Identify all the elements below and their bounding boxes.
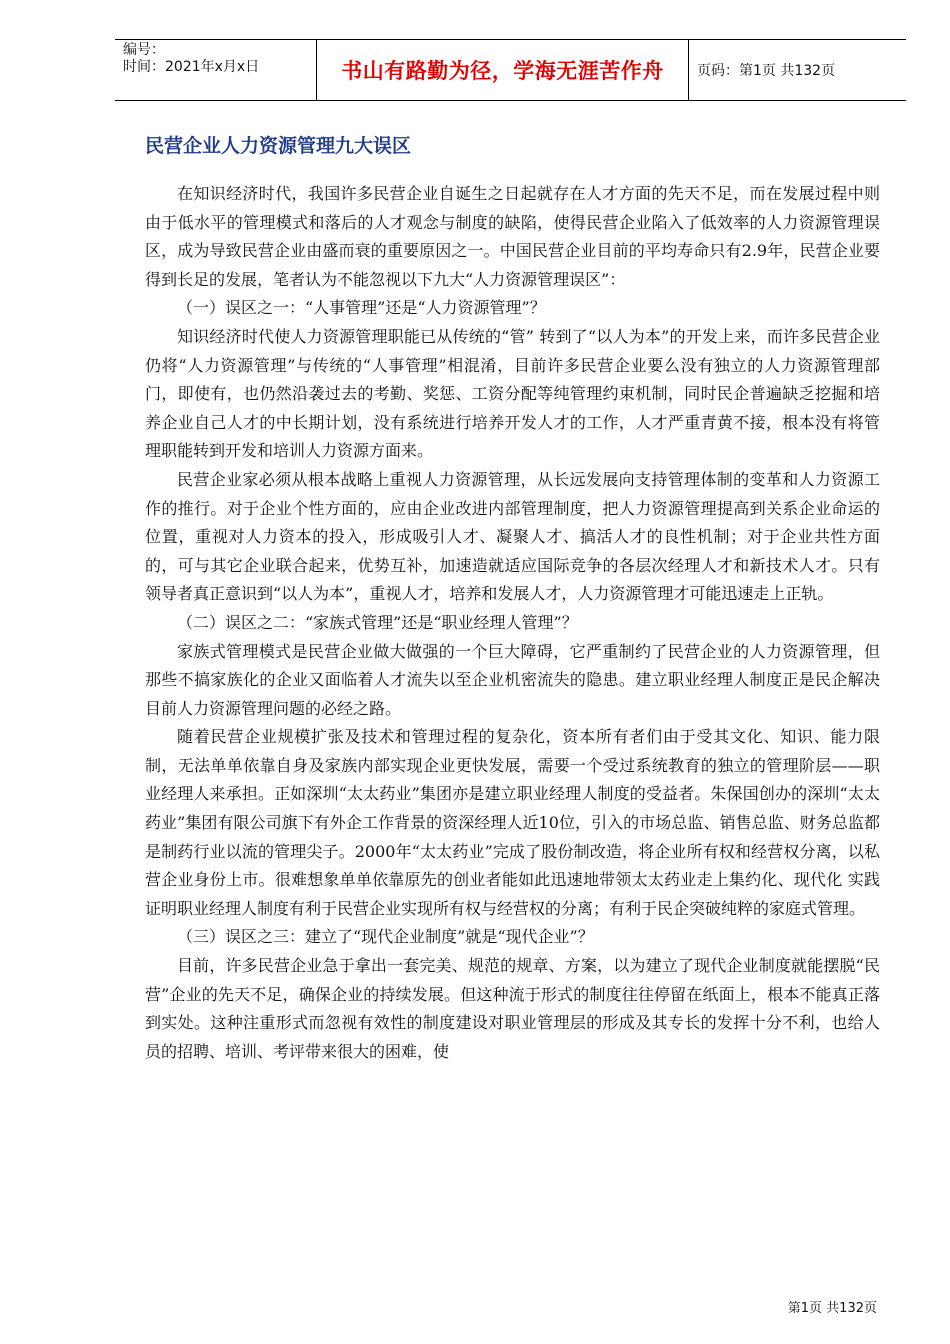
document-body <box>145 180 880 1066</box>
paragraph: 在知识经济时代，我国许多民营企业自诞生之日起就存在人才方面的先天不足，而在发展过程中则由于低水平的管理模式和落后的人才观念与制度的缺陷，使得民营企业陷入了低效率的人力资源管理误区，成为导致民营企业由盛而衰的重要原因之一。中国民营企业目前的平均寿命只有2.9年，民营企业要得到长足的发展，笔者认为不能忽视以下九大“人力资源管理误区”： <box>145 184 880 289</box>
header-table <box>115 39 906 101</box>
page-footer: 第1页 共132页 <box>787 1301 877 1316</box>
paragraph: 知识经济时代使人力资源管理职能已从传统的“管” 转到了“以人为本”的开发上来，而许多民营企业仍将“人力资源管理”与传统的“人事管理”相混淆，目前许多民营企业要么没有独立的人力资源管理部门，即使有，也仍然沿袭过去的考勤、奖惩、工资分配等纯管理约束机制，同时民企普遍缺乏挖掘和培养企业自己人才的中长期计划，没有系统进行培养开发人才的工作，人才严重青黄不接，根本没有将管理职能转到开发和培训人力资源方面来。 <box>145 326 880 461</box>
section-heading: （三）误区之三：建立了“现代企业制度”就是“现代企业”？ <box>177 927 594 947</box>
motto: 书山有路勤为径，学海无涯苦作舟 <box>317 40 689 100</box>
number-label: 编号： <box>123 42 165 58</box>
section-heading: （二）误区之二：“家族式管理”还是“职业经理人管理”？ <box>177 612 578 632</box>
header-info-cell <box>115 40 317 100</box>
header-page-label: 页码：第1页 共132页 <box>697 63 836 79</box>
paragraph: 民营企业家必须从根本战略上重视人力资源管理，从长远发展向支持管理体制的变革和人力资源工作的推行。对于企业个性方面的，应由企业改进内部管理制度，把人力资源管理提高到关系企业命运的位置，重视对人力资本的投入，形成吸引人才、凝聚人才、搞活人才的良性机制；对于企业共性方面的，可与其它企业联合起来，优势互补，加速造就适应国际竞争的各层次经理人才和新技术人才。只有领导者真正意识到“以人为本”，重视人才，培养和发展人才，人力资源管理才可能迅速走上正轨。 <box>145 469 880 604</box>
time-label: 时间：2021年x月x日 <box>123 59 260 75</box>
paragraph: 随着民营企业规模扩张及技术和管理过程的复杂化，资本所有者们由于受其文化、知识、能力限制，无法单单依靠自身及家族内部实现企业更快发展，需要一个受过系统教育的独立的管理阶层——职业经理人来承担。正如深圳“太太药业”集团亦是建立职业经理人制度的受益者。朱保国创办的深圳“太太药业”集团有限公司旗下有外企工作背景的资深经理人近10位，引入的市场总监、销售总监、财务总监都是制药行业以流的管理尖子。2000年“太太药业”完成了股份制改造，将企业所有权和经营权分离，以私营企业身份上市。很难想象单单依靠原先的创业者能如此迅速地带领太太药业走上集约化、现代化 实践证明职业经理人制度有利于民营企业实现所有权与经营权的分离；有利于民企突破纯粹的家庭式管理。 <box>145 727 880 918</box>
section-heading: （一）误区之一：“人事管理”还是“人力资源管理”？ <box>177 298 546 318</box>
document-title: 民营企业人力资源管理九大误区 <box>145 135 412 157</box>
paragraph: 家族式管理模式是民营企业做大做强的一个巨大障碍，它严重制约了民营企业的人力资源管理，但那些不搞家族化的企业又面临着人才流失以至企业机密流失的隐患。建立职业经理人制度正是民企解决目前人力资源管理问题的必经之路。 <box>145 641 880 718</box>
paragraph: 目前，许多民营企业急于拿出一套完美、规范的规章、方案，以为建立了现代企业制度就能摆脱“民营”企业的先天不足，确保企业的持续发展。但这种流于形式的制度往往停留在纸面上，根本不能真正落到实处。这种注重形式而忽视有效性的制度建设对职业管理层的形成及其专长的发挥十分不利，也给人员的招聘、培训、考评带来很大的困难，使 <box>145 956 880 1061</box>
